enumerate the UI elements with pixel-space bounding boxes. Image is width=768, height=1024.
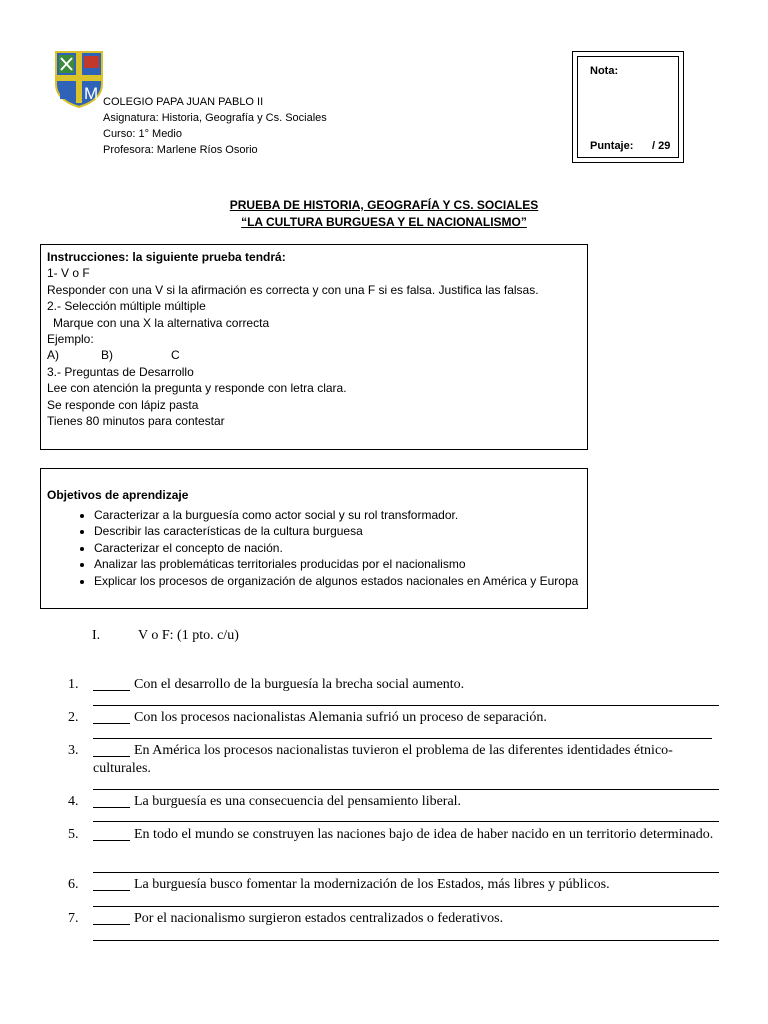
objective-item: • Analizar las problemáticas territoriales producidas por el nacionalismo bbox=[94, 556, 581, 573]
example-label: Ejemplo: bbox=[47, 332, 94, 347]
puntaje-value: / 29 bbox=[652, 140, 671, 152]
question-text: Por el nacionalismo surgieron estados centralizados o federativos. bbox=[134, 911, 504, 926]
objective-item: • Caracterizar el concepto de nación. bbox=[94, 540, 581, 557]
question-text: En todo el mundo se construyen las naciones bajo de idea de haber nacido en un territorio determinado. bbox=[134, 827, 714, 842]
test-subtitle: “LA CULTURA BURGUESA Y EL NACIONALISMO” bbox=[241, 215, 527, 229]
question-number: 6. bbox=[68, 877, 79, 892]
question-number: 7. bbox=[68, 911, 79, 926]
question-text: La burguesía es una consecuencia del pensamiento liberal. bbox=[134, 794, 462, 809]
question-text: Con el desarrollo de la burguesía la brecha social aumento. bbox=[134, 677, 465, 692]
answer-blank[interactable] bbox=[93, 742, 130, 757]
school-logo bbox=[54, 50, 104, 108]
objective-item: • Explicar los procesos de organización de algunos estados nacionales en América y Europa bbox=[94, 573, 581, 590]
question-number: 4. bbox=[68, 794, 79, 809]
answer-line[interactable] bbox=[93, 872, 719, 873]
section-title: V o F: (1 pto. c/u) bbox=[138, 628, 239, 643]
instruction-pen: Se responde con lápiz pasta bbox=[47, 397, 199, 412]
objectives-box bbox=[40, 468, 588, 609]
objective-item: • Describir las características de la cultura burguesa bbox=[94, 523, 581, 540]
answer-blank[interactable] bbox=[93, 793, 130, 808]
instruction-item-2-text: Marque con una X la alternativa correcta bbox=[53, 315, 270, 330]
instruction-item-2-title: 2.- Selección múltiple múltiple bbox=[47, 299, 206, 314]
example-b: B) bbox=[101, 348, 113, 363]
test-title: PRUEBA DE HISTORIA, GEOGRAFÍA Y CS. SOCIALES bbox=[229, 198, 539, 212]
answer-line[interactable] bbox=[93, 738, 712, 739]
example-options bbox=[47, 347, 581, 363]
instruction-read: Lee con atención la pregunta y responde con letra clara. bbox=[47, 381, 347, 396]
question-number: 2. bbox=[68, 710, 79, 725]
instructions-heading: Instrucciones: la siguiente prueba tendrá: bbox=[47, 250, 286, 264]
instruction-time: Tienes 80 minutos para contestar bbox=[47, 414, 225, 429]
subject: Asignatura: Historia, Geografía y Cs. Sociales bbox=[103, 112, 327, 124]
answer-line[interactable] bbox=[93, 940, 719, 941]
instruction-item-1-title: 1- V o F bbox=[47, 266, 90, 281]
answer-blank[interactable] bbox=[93, 876, 130, 891]
answer-line[interactable] bbox=[93, 705, 719, 706]
answer-blank[interactable] bbox=[93, 676, 130, 691]
example-a: A) bbox=[47, 348, 59, 363]
answer-line[interactable] bbox=[93, 821, 719, 822]
header-info bbox=[103, 94, 327, 158]
question-number: 3. bbox=[68, 743, 79, 758]
answer-blank[interactable] bbox=[93, 826, 130, 841]
section-number: I. bbox=[92, 628, 101, 643]
instruction-item-3-title: 3.- Preguntas de Desarrollo bbox=[47, 364, 194, 379]
instructions-box bbox=[40, 244, 588, 450]
question-text: En América los procesos nacionalistas tuvieron el problema de las diferentes identidades étnico- culturales. bbox=[93, 743, 673, 776]
question-number: 5. bbox=[68, 827, 79, 842]
answer-line[interactable] bbox=[93, 789, 719, 790]
answer-line[interactable] bbox=[93, 906, 719, 907]
grade-box bbox=[572, 51, 684, 163]
nota-label: Nota: bbox=[590, 65, 619, 77]
puntaje-label: Puntaje: bbox=[590, 140, 634, 152]
question-text: La burguesía busco fomentar la modernización de los Estados, más libres y públicos. bbox=[134, 877, 610, 892]
question-text: Con los procesos nacionalistas Alemania sufrió un proceso de separación. bbox=[134, 710, 547, 725]
answer-blank[interactable] bbox=[93, 709, 130, 724]
course: Curso: 1° Medio bbox=[103, 128, 182, 140]
objectives-list bbox=[47, 507, 581, 590]
section-heading bbox=[92, 628, 239, 644]
example-c: C bbox=[171, 348, 180, 363]
question-number: 1. bbox=[68, 677, 79, 692]
objective-item: • Caracterizar a la burguesía como actor social y su rol transformador. bbox=[94, 507, 581, 524]
instruction-item-1-text: Responder con una V si la afirmación es correcta y con una F si es falsa. Justifica las falsas. bbox=[47, 282, 539, 297]
grade-box-inner bbox=[577, 56, 679, 158]
svg-text:M: M bbox=[84, 84, 99, 103]
teacher: Profesora: Marlene Ríos Osorio bbox=[103, 144, 258, 156]
objectives-heading: Objetivos de aprendizaje bbox=[47, 488, 189, 502]
answer-blank[interactable] bbox=[93, 910, 130, 925]
school-name: COLEGIO PAPA JUAN PABLO II bbox=[103, 96, 264, 108]
